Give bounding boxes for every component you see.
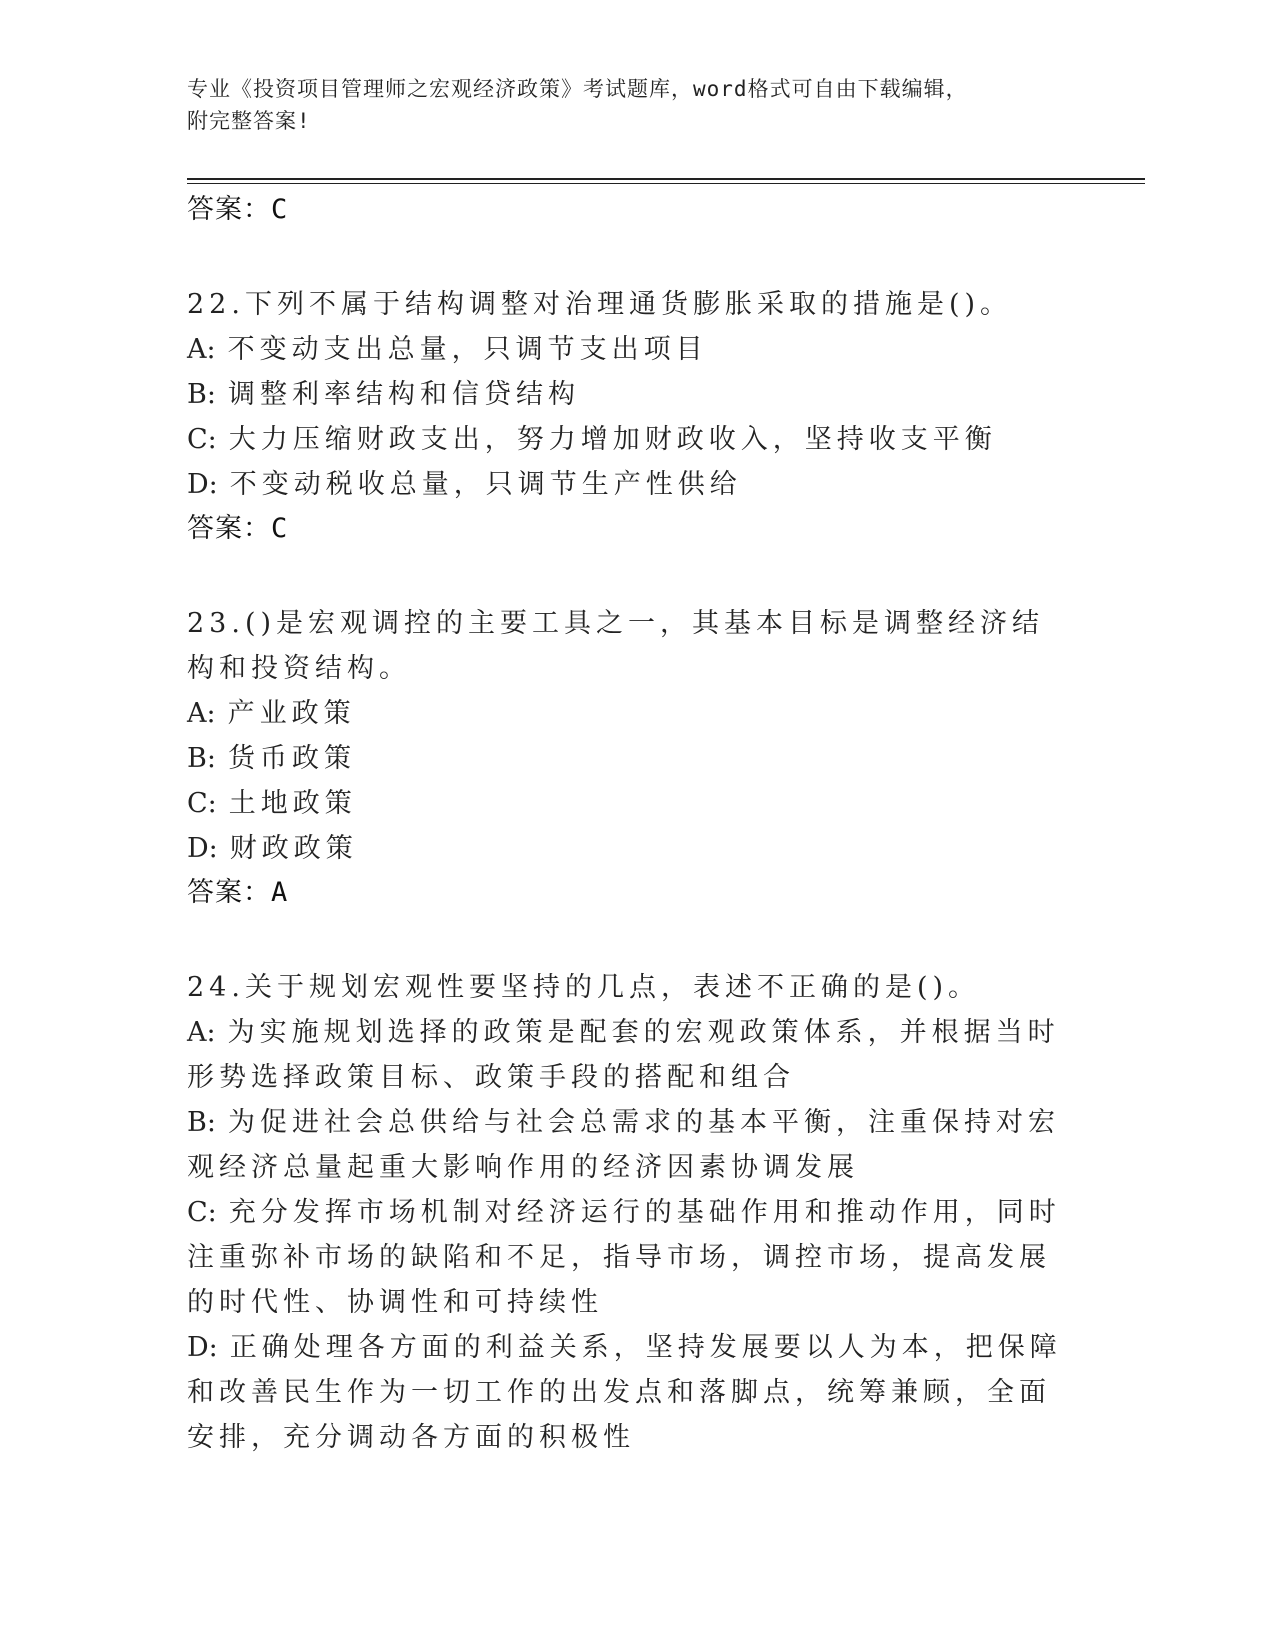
header-rule-thick: [187, 178, 1145, 180]
option-key: A:: [187, 698, 216, 729]
header-line-1: 专业《投资项目管理师之宏观经济政策》考试题库，word格式可自由下载编辑，: [187, 77, 968, 101]
option-text: 正确处理各方面的利益关系，坚持发展要以人为本，把保障和改善民生作为一切工作的出发点和落脚点，统筹兼顾，全面安排，充分调动各方面的积极性: [187, 1332, 1062, 1453]
header-rule-thin: [187, 183, 1145, 184]
option-text: 为促进社会总供给与社会总需求的基本平衡，注重保持对宏观经济总量起重大影响作用的经济因素协调发展: [187, 1107, 1060, 1183]
option-d: [187, 1325, 1067, 1460]
option-key: C:: [187, 1197, 217, 1228]
option-text: 不变动支出总量，只调节支出项目: [227, 334, 708, 365]
question-text: 22.下列不属于结构调整对治理通货膨胀采取的措施是()。: [187, 289, 1013, 320]
option-key: D:: [187, 469, 218, 500]
document-header: [187, 73, 1067, 137]
option-key: C:: [187, 788, 217, 819]
option-key: C:: [187, 424, 217, 455]
option-key: B:: [187, 379, 216, 410]
option-a: [187, 691, 1067, 736]
answer-value: C: [271, 194, 289, 225]
option-key: B:: [187, 743, 216, 774]
question-list: [187, 188, 1067, 1460]
question-text: 24.关于规划宏观性要坚持的几点，表述不正确的是()。: [187, 972, 981, 1003]
option-text: 不变动税收总量，只调节生产性供给: [229, 469, 742, 500]
option-key: D:: [187, 833, 218, 864]
option-text: 产业政策: [227, 698, 356, 729]
option-a: [187, 1010, 1067, 1100]
option-key: B:: [187, 1107, 216, 1138]
question-24: [187, 965, 1067, 1460]
previous-answer: [187, 188, 1067, 232]
answer-label: 答案：: [187, 877, 271, 908]
option-b: [187, 736, 1067, 781]
option-text: 大力压缩财政支出，努力增加财政收入，坚持收支平衡: [228, 424, 997, 455]
question-22: [187, 282, 1067, 551]
question-text: 23.()是宏观调控的主要工具之一，其基本目标是调整经济结构和投资结构。: [187, 608, 1045, 684]
question-23: [187, 601, 1067, 915]
option-key: D:: [187, 1332, 218, 1363]
answer-value: C: [271, 513, 289, 544]
option-d: [187, 462, 1067, 507]
answer: [187, 871, 1067, 915]
option-text: 土地政策: [228, 788, 357, 819]
answer-label: 答案：: [187, 194, 271, 225]
option-text: 调整利率结构和信贷结构: [227, 379, 580, 410]
option-key: A:: [187, 1017, 216, 1048]
option-a: [187, 327, 1067, 372]
option-text: 充分发挥市场机制对经济运行的基础作用和推动作用，同时注重弥补市场的缺陷和不足，指导市场，调控市场，提高发展的时代性、协调性和可持续性: [187, 1197, 1061, 1318]
answer-value: A: [271, 877, 289, 908]
answer-label: 答案：: [187, 513, 271, 544]
option-c: [187, 1190, 1067, 1325]
header-line-2: 附完整答案!: [187, 109, 311, 133]
option-d: [187, 826, 1067, 871]
option-b: [187, 1100, 1067, 1190]
option-text: 货币政策: [227, 743, 356, 774]
option-c: [187, 781, 1067, 826]
option-b: [187, 372, 1067, 417]
answer: [187, 507, 1067, 551]
option-text: 财政政策: [229, 833, 358, 864]
option-c: [187, 417, 1067, 462]
option-text: 为实施规划选择的政策是配套的宏观政策体系，并根据当时形势选择政策目标、政策手段的搭配和组合: [187, 1017, 1060, 1093]
option-key: A:: [187, 334, 216, 365]
